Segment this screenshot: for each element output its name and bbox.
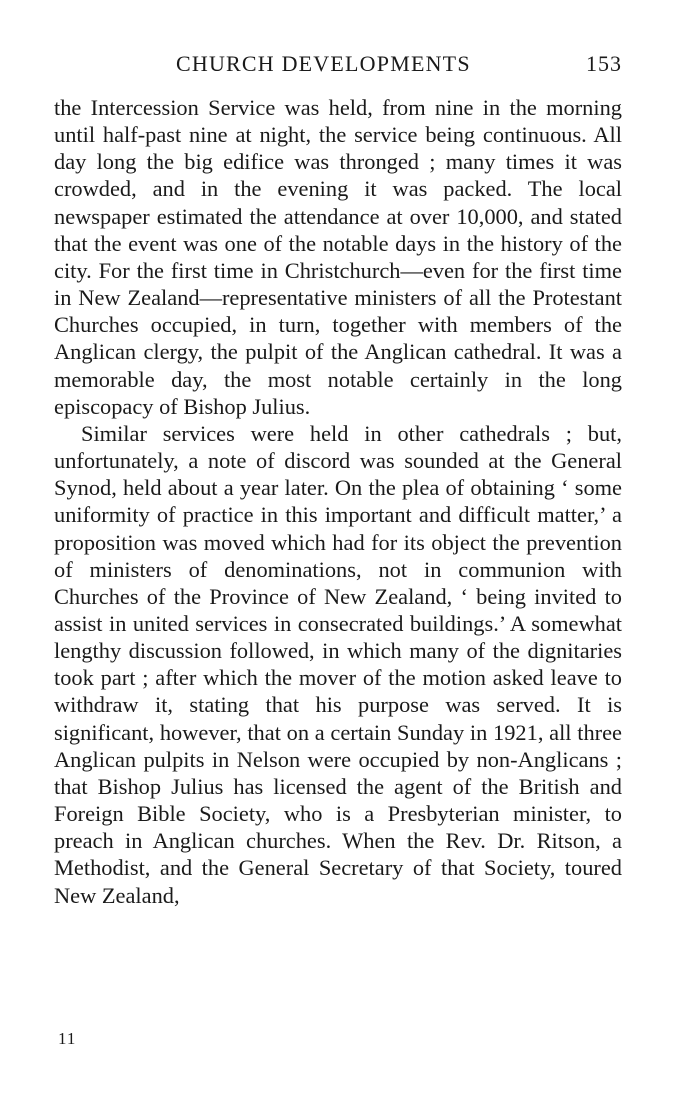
body-text bbox=[54, 94, 622, 909]
running-head bbox=[52, 50, 622, 78]
paragraph: Similar services were held in other cathedrals ; but, unfortunately, a note of discord was sounded at the General Synod, held about a year later. On the plea of obtaining ‘ some uniformity of practice in this important and difficult matter,’ a proposition was moved which had for its object the prevention of ministers of denominations, not in communion with Churches of the Province of New Zealand, ‘ being invited to assist in united services in consecrated buildings.’ A somewhat lengthy discussion followed, in which many of the dignitaries took part ; after which the mover of the motion asked leave to withdraw it, stating that his purpose was served. It is significant, however, that on a certain Sunday in 1921, all three Anglican pulpits in Nelson were occupied by non-Anglicans ; that Bishop Julius has licensed the agent of the British and Foreign Bible Society, who is a Presbyterian minister, to preach in Anglican churches. When the Rev. Dr. Ritson, a Methodist, and the General Secretary of that Society, toured New Zealand, bbox=[54, 420, 622, 908]
page-number: 153 bbox=[586, 51, 622, 76]
running-title: CHURCH DEVELOPMENTS bbox=[176, 51, 471, 76]
paragraph: the Intercession Service was held, from nine in the morning until half-past nine at night, the service being continuous. All day long the big edifice was thronged ; many times it was crowded, and in the evening it was packed. The local newspaper estimated the attendance at over 10,000, and stated that the event was one of the notable days in the history of the city. For the first time in Christchurch—even for the first time in New Zealand—representative ministers of all the Protestant Churches occupied, in turn, together with members of the Anglican clergy, the pulpit of the Anglican cathedral. It was a memorable day, the most notable certainly in the long episcopacy of Bishop Julius. bbox=[54, 95, 622, 419]
signature-mark: 11 bbox=[58, 1029, 77, 1048]
